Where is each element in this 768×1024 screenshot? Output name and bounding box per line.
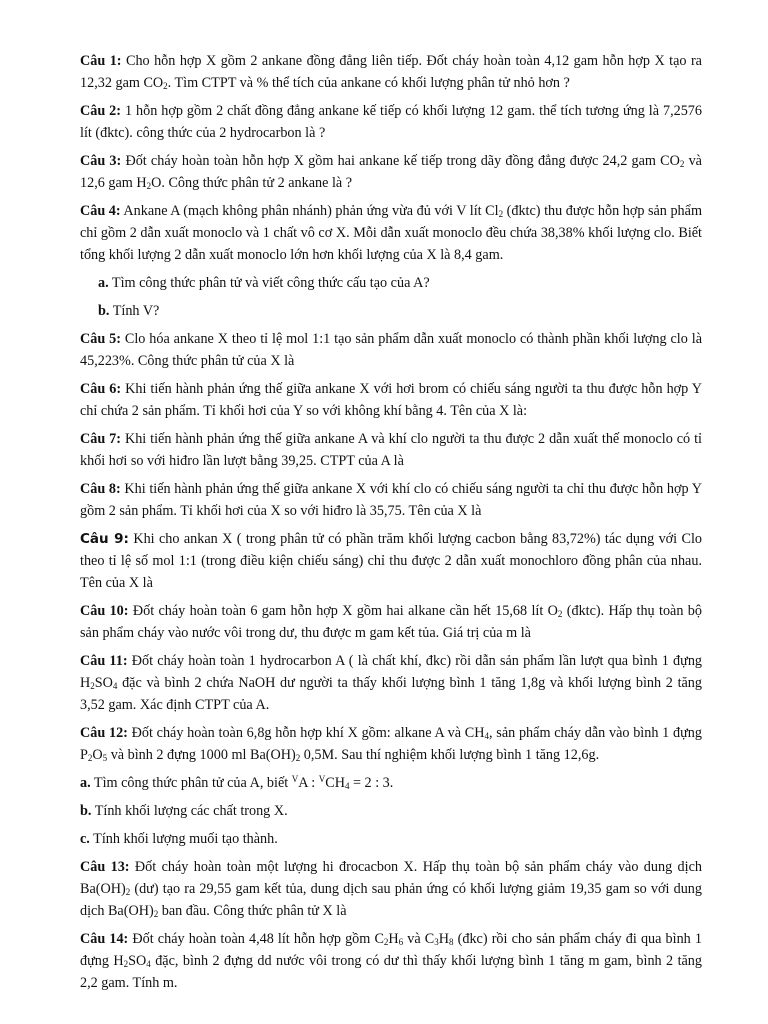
question-label: Câu 4:: [80, 203, 121, 219]
question-5: Câu 5: Clo hóa ankane X theo tỉ lệ mol 1:1 tạo sản phẩm dẫn xuất monoclo có thành phần khối lượng clo là 45,223%. Công thức phân tử của X là: [80, 331, 702, 369]
question-6: Câu 6: Khi tiến hành phản ứng thế giữa ankane X với hơi brom có chiếu sáng người ta thu được hỗn hợp Y chỉ chứa 2 sản phẩm. Tỉ khối hơi của Y so với không khí bằng 4. Tên của X là:: [80, 381, 702, 419]
question-3: Câu 3: Đốt cháy hoàn toàn hỗn hợp X gồm hai ankane kế tiếp trong dãy đồng đẳng được 24,2 gam $CO_2$ và 12,6 gam $H_2O$. Công thức phân tử 2 ankane là ?: [80, 153, 702, 191]
question-label: Câu 8:: [80, 481, 121, 497]
question-9: Câu 9: Khi cho ankan X ( trong phân tử có phần trăm khối lượng cacbon bằng 83,72%) tác dụng với Clo theo tỉ lệ số mol 1:1 (trong điều kiện chiếu sáng) chỉ thu được 2 dẫn xuất monochloro đồng phân của nhau. Tên của X là: [80, 531, 702, 591]
question-label: Câu 7:: [80, 431, 121, 447]
question-label: Câu 2:: [80, 103, 122, 119]
question-2: Câu 2: 1 hỗn hợp gồm 2 chất đồng đẳng ankane kế tiếp có khối lượng 12 gam. thể tích tương ứng là 7,2576 lít (đktc). công thức của 2 hydrocarbon là ?: [80, 103, 702, 141]
question-4: Câu 4: Ankane A (mạch không phân nhánh) phản ứng vừa đủ với V lít $Cl_2$ (đktc) thu được hỗn hợp sản phẩm chỉ gồm 2 dẫn xuất monoclo và 1 chất vô cơ X. Mỗi dẫn xuất monoclo đều chứa 38,38% khối lượng clo. Biết tổng khối lượng 2 dẫn xuất monoclo lớn hơn khối lượng của X là 8,4 gam.: [80, 203, 702, 263]
question-label: Câu 11:: [80, 653, 128, 669]
question-label: Câu 14:: [80, 931, 129, 947]
question-12-part-b: b. Tính khối lượng các chất trong X.: [80, 803, 288, 819]
question-11: Câu 11: Đốt cháy hoàn toàn 1 hydrocarbon A ( là chất khí, đkc) rồi dẫn sản phẩm lần lượt qua bình 1 đựng $H_2SO_4$ đặc và bình 2 chứa NaOH dư người ta thấy khối lượng bình 1 tăng 1,8g và khối lượng bình 2 tăng 3,52 gam. Xác định CTPT của A.: [80, 653, 703, 713]
question-7: Câu 7: Khi tiến hành phản ứng thế giữa ankane A và khí clo người ta thu được 2 dẫn xuất thế monoclo có tỉ khối hơi so với hiđro lần lượt bằng 39,25. CTPT của A là: [80, 431, 702, 469]
question-13: Câu 13: Đốt cháy hoàn toàn một lượng hi đrocacbon X. Hấp thụ toàn bộ sản phẩm cháy vào dung dịch $Ba(OH)_2$ (dư) tạo ra 29,55 gam kết tủa, dung dịch sau phản ứng có khối lượng giảm 19,35 gam so với dung dịch $Ba(OH)_2$ ban đầu. Công thức phân tử X là: [80, 859, 702, 919]
question-12-part-c: c. Tính khối lượng muối tạo thành.: [80, 831, 278, 847]
question-14: Câu 14: Đốt cháy hoàn toàn 4,48 lít hỗn hợp gồm $C_2H_6$ và $C_3H_8$ (đkc) rồi cho sản phẩm cháy đi qua bình 1 đựng $H_2SO_4$ đặc, bình 2 đựng dd nước vôi trong có dư thì thấy khối lượng bình 1 tăng m gam, bình 2 tăng 2,2 gam. Tính m.: [80, 931, 702, 991]
question-label: Câu 6:: [80, 381, 122, 397]
question-10: Câu 10: Đốt cháy hoàn toàn 6 gam hỗn hợp X gồm hai alkane cần hết 15,68 lít $O_2$ (đktc). Hấp thụ toàn bộ sản phẩm cháy vào nước vôi trong dư, thu được m gam kết tủa. Giá trị của m là: [80, 603, 702, 641]
question-label: Câu 10:: [80, 603, 129, 619]
question-8: Câu 8: Khi tiến hành phản ứng thế giữa ankane X với khí clo có chiếu sáng người ta chỉ thu được hỗn hợp Y gồm 2 sản phẩm. Tỉ khối hơi của X so với hiđro là 35,75. Tên của X là: [80, 481, 702, 519]
question-12-part-a: a. Tìm công thức phân tử của A, biết $^V$A : $^VCH_4 = 2$ : 3.: [80, 774, 394, 791]
question-label: Câu 5:: [80, 331, 121, 347]
question-label: Câu 1:: [80, 53, 122, 69]
question-4-part-b: b. Tính V?: [98, 303, 160, 319]
question-label: Câu 3:: [80, 153, 122, 169]
question-label: Câu 9:: [80, 531, 129, 547]
question-label: Câu 12:: [80, 725, 128, 741]
question-label: Câu 13:: [80, 859, 130, 875]
question-1: Câu 1: Cho hỗn hợp X gồm 2 ankane đồng đẳng liên tiếp. Đốt cháy hoàn toàn 4,12 gam hỗn hợp X tạo ra 12,32 gam $CO_2$. Tìm CTPT và % thể tích của ankane có khối lượng phân tử nhỏ hơn ?: [80, 53, 702, 91]
question-4-part-a: a. Tìm công thức phân tử và viết công thức cấu tạo của A?: [98, 275, 430, 291]
question-12: Câu 12: Đốt cháy hoàn toàn 6,8g hỗn hợp khí X gồm: alkane A và $CH_4$, sản phẩm cháy dẫn vào bình 1 đựng $P_2O_5$ và bình 2 đựng 1000 ml $Ba(OH)_2$ 0,5M. Sau thí nghiệm khối lượng bình 1 tăng 12,6g.: [80, 725, 702, 763]
